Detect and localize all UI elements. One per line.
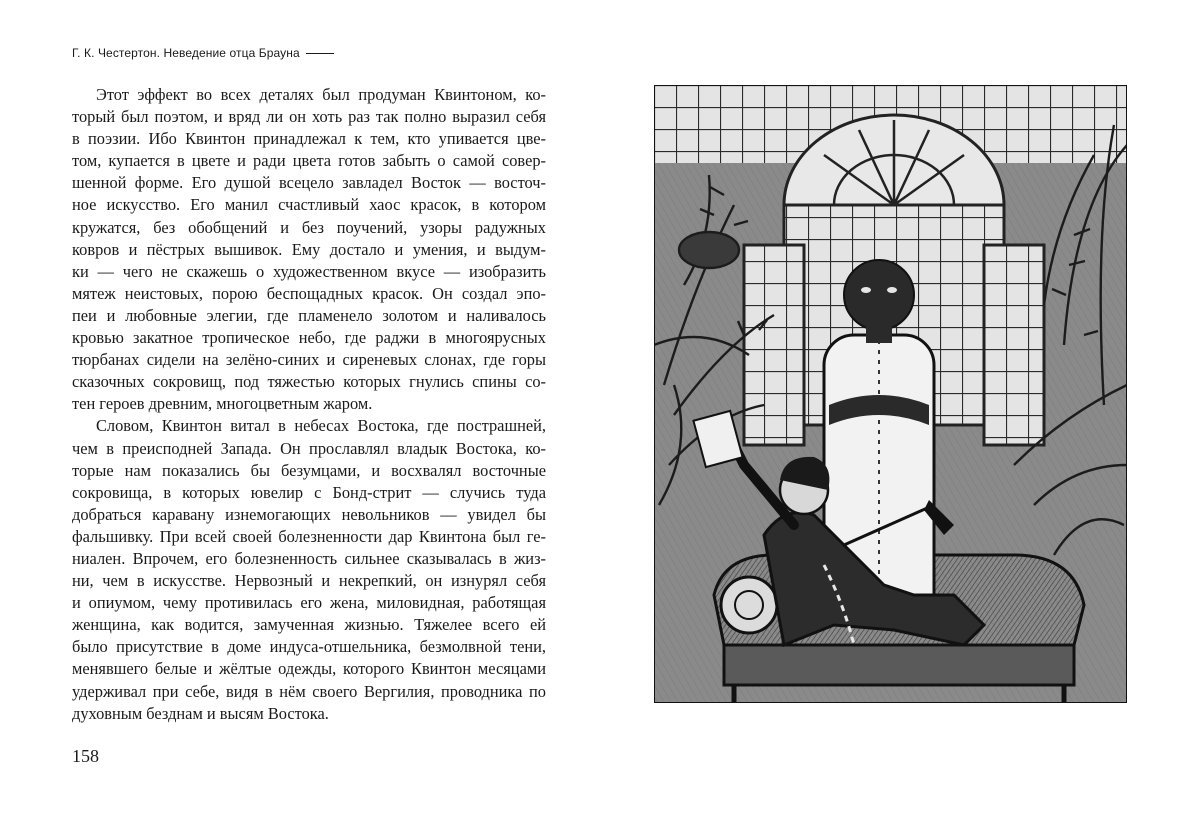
text-line: торый был поэтом, и вряд ли он хоть раз так полно выразил себя (72, 107, 546, 127)
text-line: кровью закатное тропическое небо, где раджи в многоярусных (72, 328, 546, 348)
text-line: духовным безднам и высям Востока. (72, 703, 329, 723)
text-line: женщина, как водится, замученная жизнью. Тяжелее всего ей (72, 615, 546, 635)
running-head-rule (306, 53, 334, 54)
page-number: 158 (72, 746, 99, 766)
text-line: фальшивку. При всей своей болезненности дар Квинтона был ге- (72, 526, 546, 546)
text-line: ное искусство. Его манил счастливый хаос красок, в котором (72, 195, 546, 215)
text-line: ки — чего не скажешь о художественном вкусе — изобразить (72, 261, 546, 281)
body-text (72, 84, 546, 725)
text-line: тюрбанах сидели на зелёно-синих и сиреневых слонах, где горы (72, 350, 546, 370)
text-line: добраться каравану изнемогающих невольников — увидел бы (72, 504, 546, 524)
text-line: сказочных сокровищ, под тяжестью которых гнулись спины со- (72, 372, 546, 392)
text-line: пеи и любовные элегии, где пламенело золотом и наливалось (72, 305, 546, 325)
text-line: в поэзии. Ибо Квинтон принадлежал к тем, кто упивается цве- (72, 129, 546, 149)
text-line: шенной форме. Его душой всецело завладел Восток — восточ- (72, 173, 546, 193)
text-line: том, купается в цвете и ради цвета готов забыть о самой совер- (72, 151, 546, 171)
text-line: кружатся, без обобщений и без поучений, узоры радужных (72, 217, 546, 237)
text-line: менявшего белые и жёлтые одежды, которого Квинтон месяцами (72, 659, 546, 679)
text-line: чем в преисподней Запада. Он прославлял владык Востока, ко- (72, 438, 546, 458)
text-line: Этот эффект во всех деталях был продуман Квинтоном, ко- (96, 85, 546, 104)
text-line: ниален. Впрочем, его болезненность сильнее сказывалась в жиз- (72, 548, 546, 568)
text-line: удерживал при себе, видя в нём своего Вергилия, проводника по (72, 681, 546, 701)
running-head (72, 46, 334, 60)
text-line: ни, чем в искусстве. Нервозный и некрепкий, он изнурял себя (72, 571, 546, 591)
running-head-text: Г. К. Честертон. Неведение отца Брауна (72, 46, 300, 60)
text-line: торые нам показались бы безумцами, и восхвалял восточные (72, 460, 546, 480)
text-line: тен герoев древним, многоцветным жаром. (72, 394, 373, 414)
text-line: Словом, Квинтон витал в небесах Востока, где пострашней, (96, 416, 546, 436)
text-line: мятеж неистовых, порою беспощадных красок. Он создал эпо- (72, 283, 546, 303)
text-line: и опиумом, чему противилась его жена, миловидная, работящая (72, 593, 546, 613)
text-line: ковров и пёстрых вышивок. Ему достало и умения, и выдум- (72, 239, 546, 259)
text-line: сокровища, в которых ювелир с Бонд-стрит — случись туда (72, 482, 546, 502)
book-illustration (654, 85, 1127, 703)
text-line: было присутствие в доме индуса-отшельника, безмолвной тени, (72, 637, 546, 657)
